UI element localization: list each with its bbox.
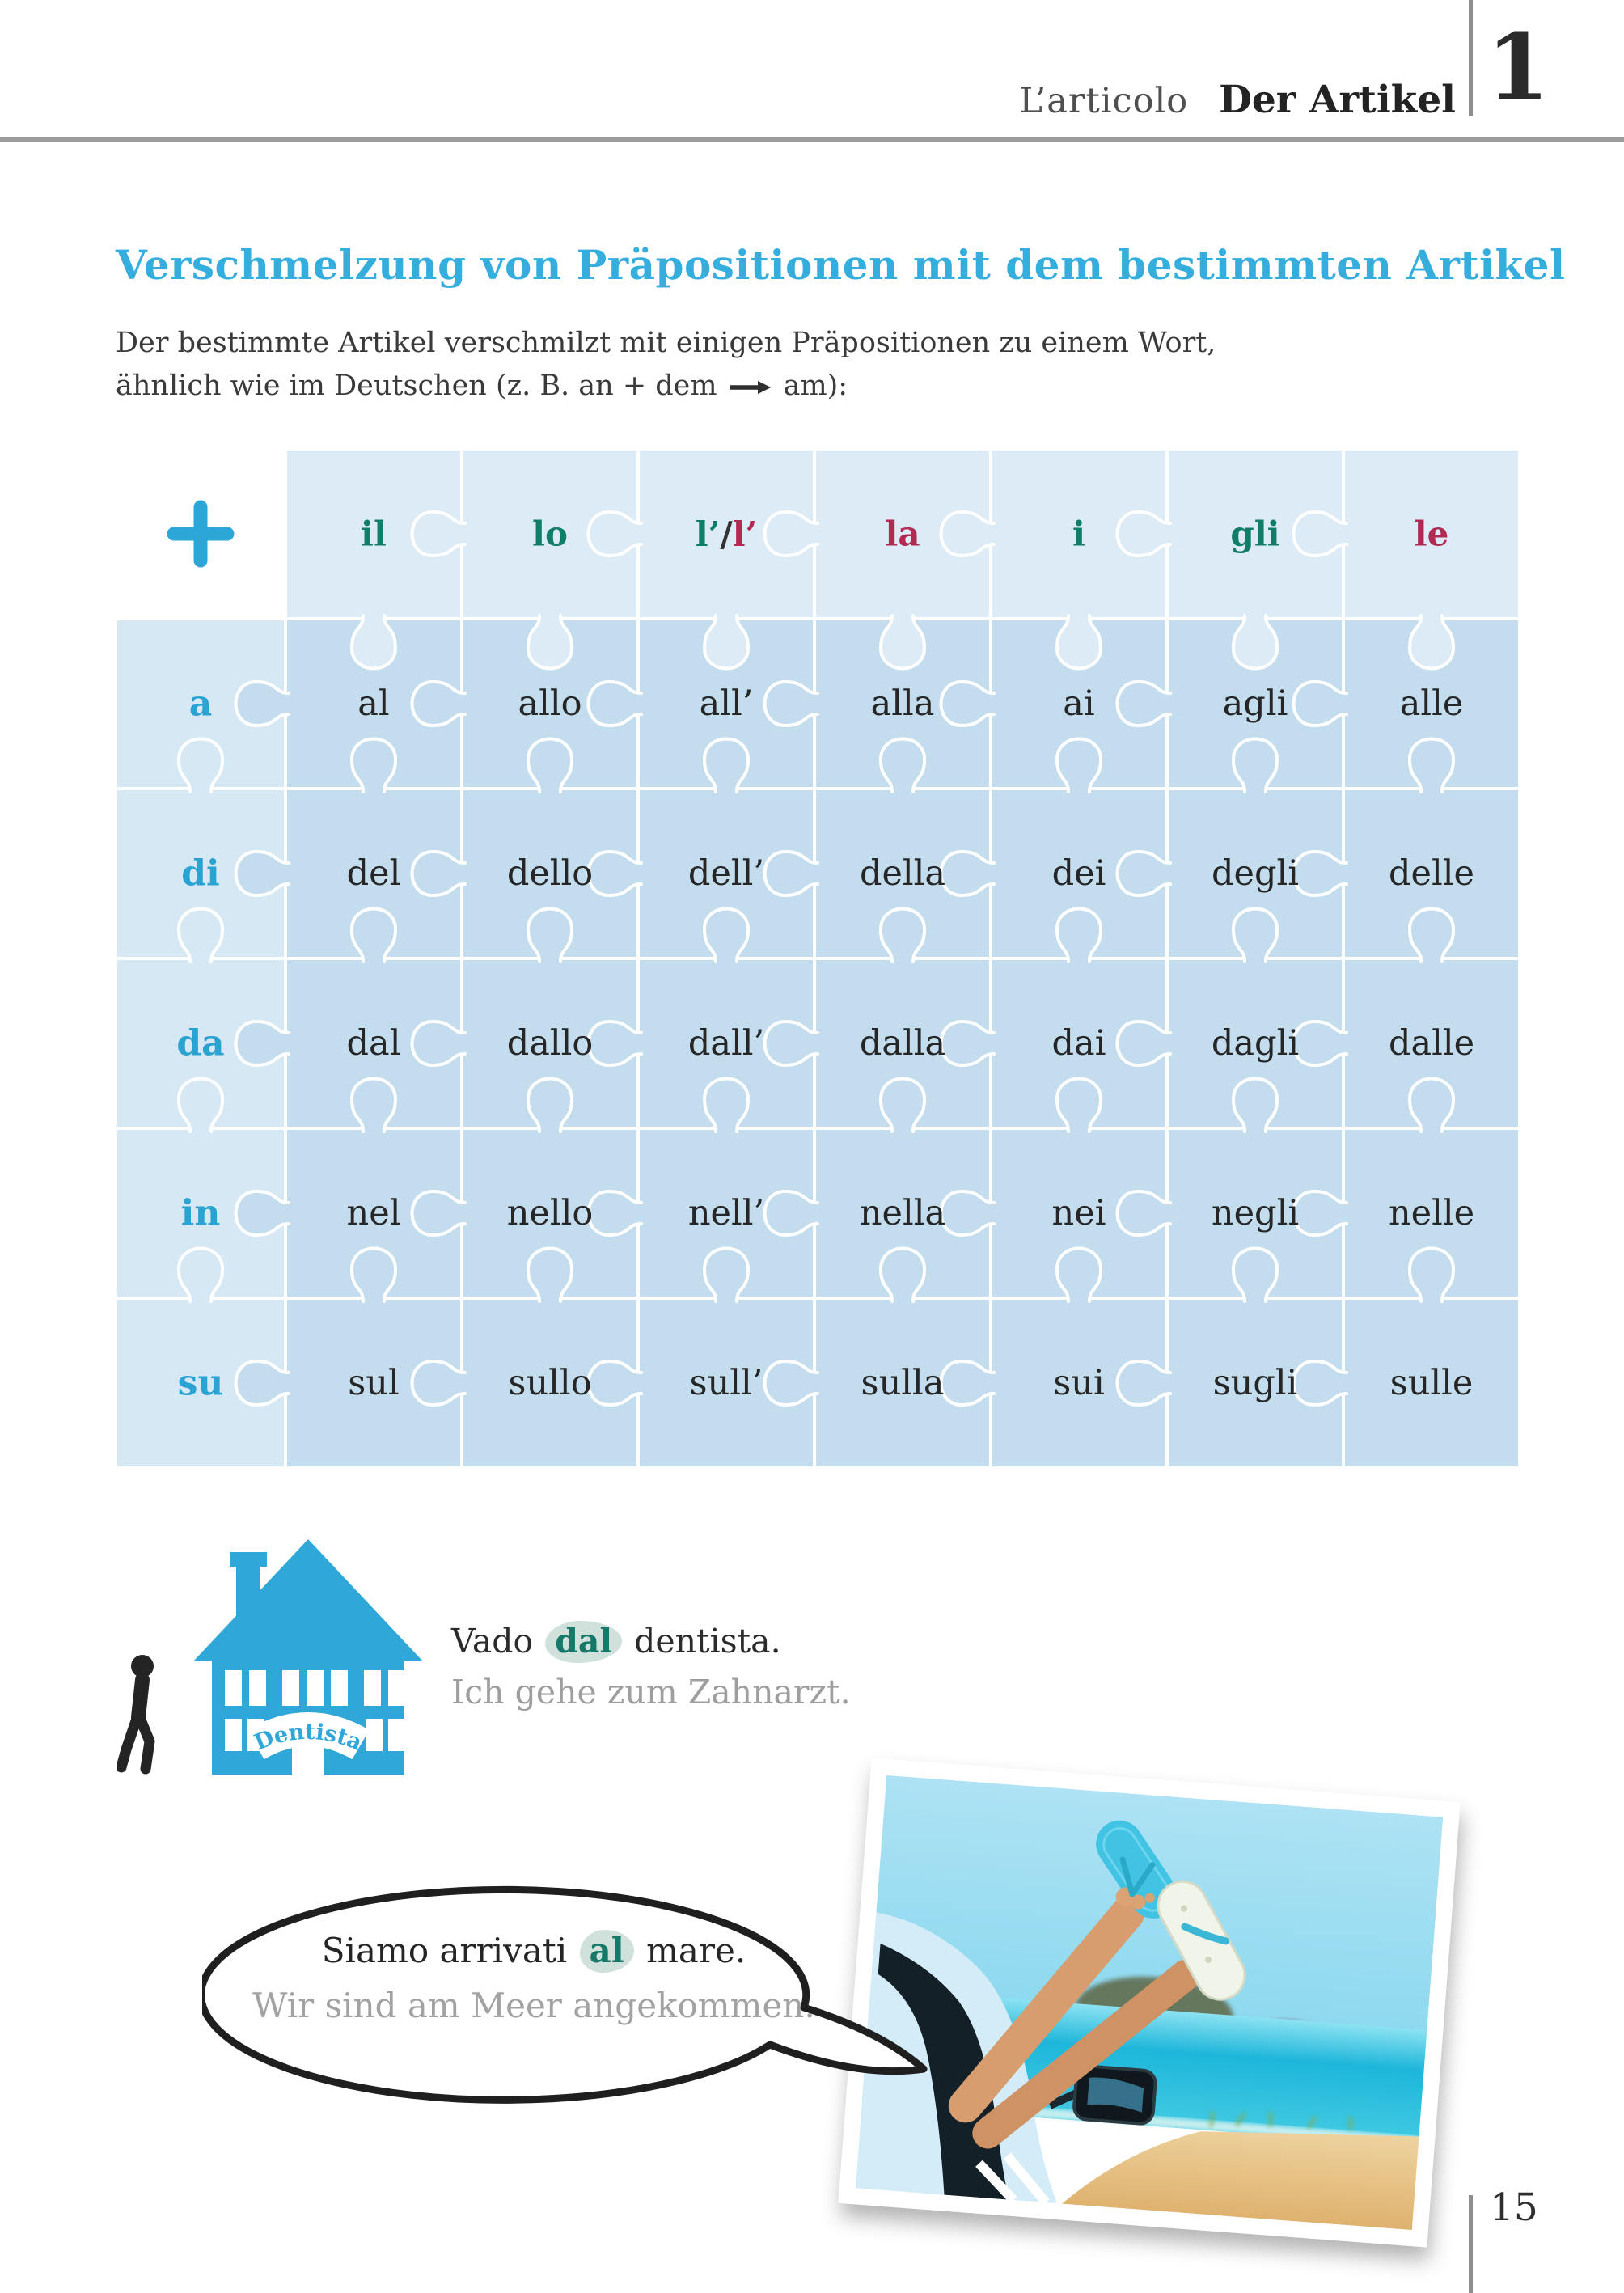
table-cell: sulla <box>861 1363 945 1403</box>
table-cell: degli <box>1211 853 1300 894</box>
table-prep-di: di <box>181 852 220 895</box>
page-number: 15 <box>1490 2185 1538 2230</box>
masthead-rule <box>0 137 1624 142</box>
table-header-lo: lo <box>532 514 568 554</box>
table-cell: nei <box>1051 1193 1106 1233</box>
table-cell: agli <box>1222 683 1288 724</box>
table-cell: dell’ <box>687 853 765 894</box>
section-title: Verschmelzung von Präpositionen mit dem bestimmten Artikel <box>116 241 1566 289</box>
puzzle-cells-layer <box>116 449 1520 1468</box>
table-cell: dall’ <box>687 1023 765 1064</box>
table-cell: dalle <box>1388 1023 1475 1064</box>
table-cell: dagli <box>1211 1023 1300 1064</box>
table-cell: sulle <box>1389 1363 1474 1403</box>
speech-bubble <box>202 1872 962 2122</box>
table-prep-a: a <box>188 683 213 725</box>
masthead-italian-label: L’articolo <box>1019 81 1189 121</box>
table-cell: alle <box>1399 683 1464 724</box>
table-cell: nella <box>859 1193 946 1233</box>
chapter-number: 1 <box>1487 15 1550 121</box>
sea-italian-sentence: Siamo arrivati al mare. <box>226 1930 841 1973</box>
dentist-house-icon <box>194 1539 422 1775</box>
table-cell: dal <box>346 1023 401 1064</box>
table-cell: al <box>357 683 390 724</box>
table-header-il: il <box>361 514 387 554</box>
footer-bar <box>1469 2195 1473 2293</box>
dentist-example-text <box>451 1621 851 1711</box>
house-sign-text: Dentista <box>251 1719 366 1756</box>
highlight-al: al <box>580 1930 634 1973</box>
table-cell: alla <box>870 683 935 724</box>
table-cell: sui <box>1053 1363 1105 1403</box>
intro-line2-before: ähnlich wie im Deutschen (z. B. an + dem <box>116 370 717 402</box>
table-cell: del <box>346 853 401 894</box>
table-cell: dei <box>1051 853 1106 894</box>
sea-german-sentence: Wir sind am Meer angekommen. <box>252 1986 815 2025</box>
table-cell: della <box>859 853 946 894</box>
table-cell: dalla <box>859 1023 946 1064</box>
arrow-right-icon <box>727 380 774 395</box>
table-cell: nello <box>506 1193 594 1233</box>
intro-paragraph <box>116 322 1442 408</box>
table-header-le: le <box>1414 514 1449 554</box>
dentist-italian-sentence: Vado dal dentista. <box>451 1621 851 1663</box>
table-prep-in: in <box>180 1192 221 1234</box>
masthead <box>1019 78 1456 122</box>
table-cell: allo <box>518 683 582 724</box>
table-header-la: la <box>885 514 920 554</box>
table-cell: nel <box>346 1193 401 1233</box>
table-cell: dallo <box>506 1023 594 1064</box>
highlight-dal: dal <box>545 1621 622 1663</box>
table-cell: ai <box>1063 683 1095 724</box>
masthead-divider-bar <box>1469 0 1473 116</box>
table-cell: sul <box>348 1363 400 1403</box>
dentist-german-sentence: Ich gehe zum Zahnarzt. <box>451 1673 851 1711</box>
table-cell: dello <box>506 853 594 894</box>
table-cell: negli <box>1211 1193 1300 1233</box>
table-cell: dai <box>1051 1023 1106 1064</box>
table-prep-su: su <box>177 1362 224 1404</box>
masthead-german-label: Der Artikel <box>1219 78 1456 122</box>
table-cell: sull’ <box>689 1363 763 1403</box>
table-prep-da: da <box>176 1022 225 1064</box>
sea-example-text <box>226 1930 841 2025</box>
plus-icon <box>174 507 227 561</box>
table-cell: nelle <box>1388 1193 1475 1233</box>
walking-person-icon <box>117 1654 169 1777</box>
puzzle-table-svg <box>116 449 1520 1468</box>
table-cell: sugli <box>1212 1363 1298 1403</box>
table-header-l-apostrophe: l’/l’ <box>695 514 758 554</box>
table-cell: nell’ <box>687 1193 765 1233</box>
preposition-article-table <box>116 449 1520 1468</box>
intro-line1: Der bestimmte Artikel verschmilzt mit einigen Präpositionen zu einem Wort, <box>116 327 1216 359</box>
table-cell: all’ <box>699 683 754 724</box>
table-header-i: i <box>1072 514 1085 554</box>
intro-line2-after: am): <box>783 370 848 402</box>
table-cell: delle <box>1389 853 1474 894</box>
table-header-gli: gli <box>1230 514 1280 554</box>
table-cell: sullo <box>508 1363 592 1403</box>
